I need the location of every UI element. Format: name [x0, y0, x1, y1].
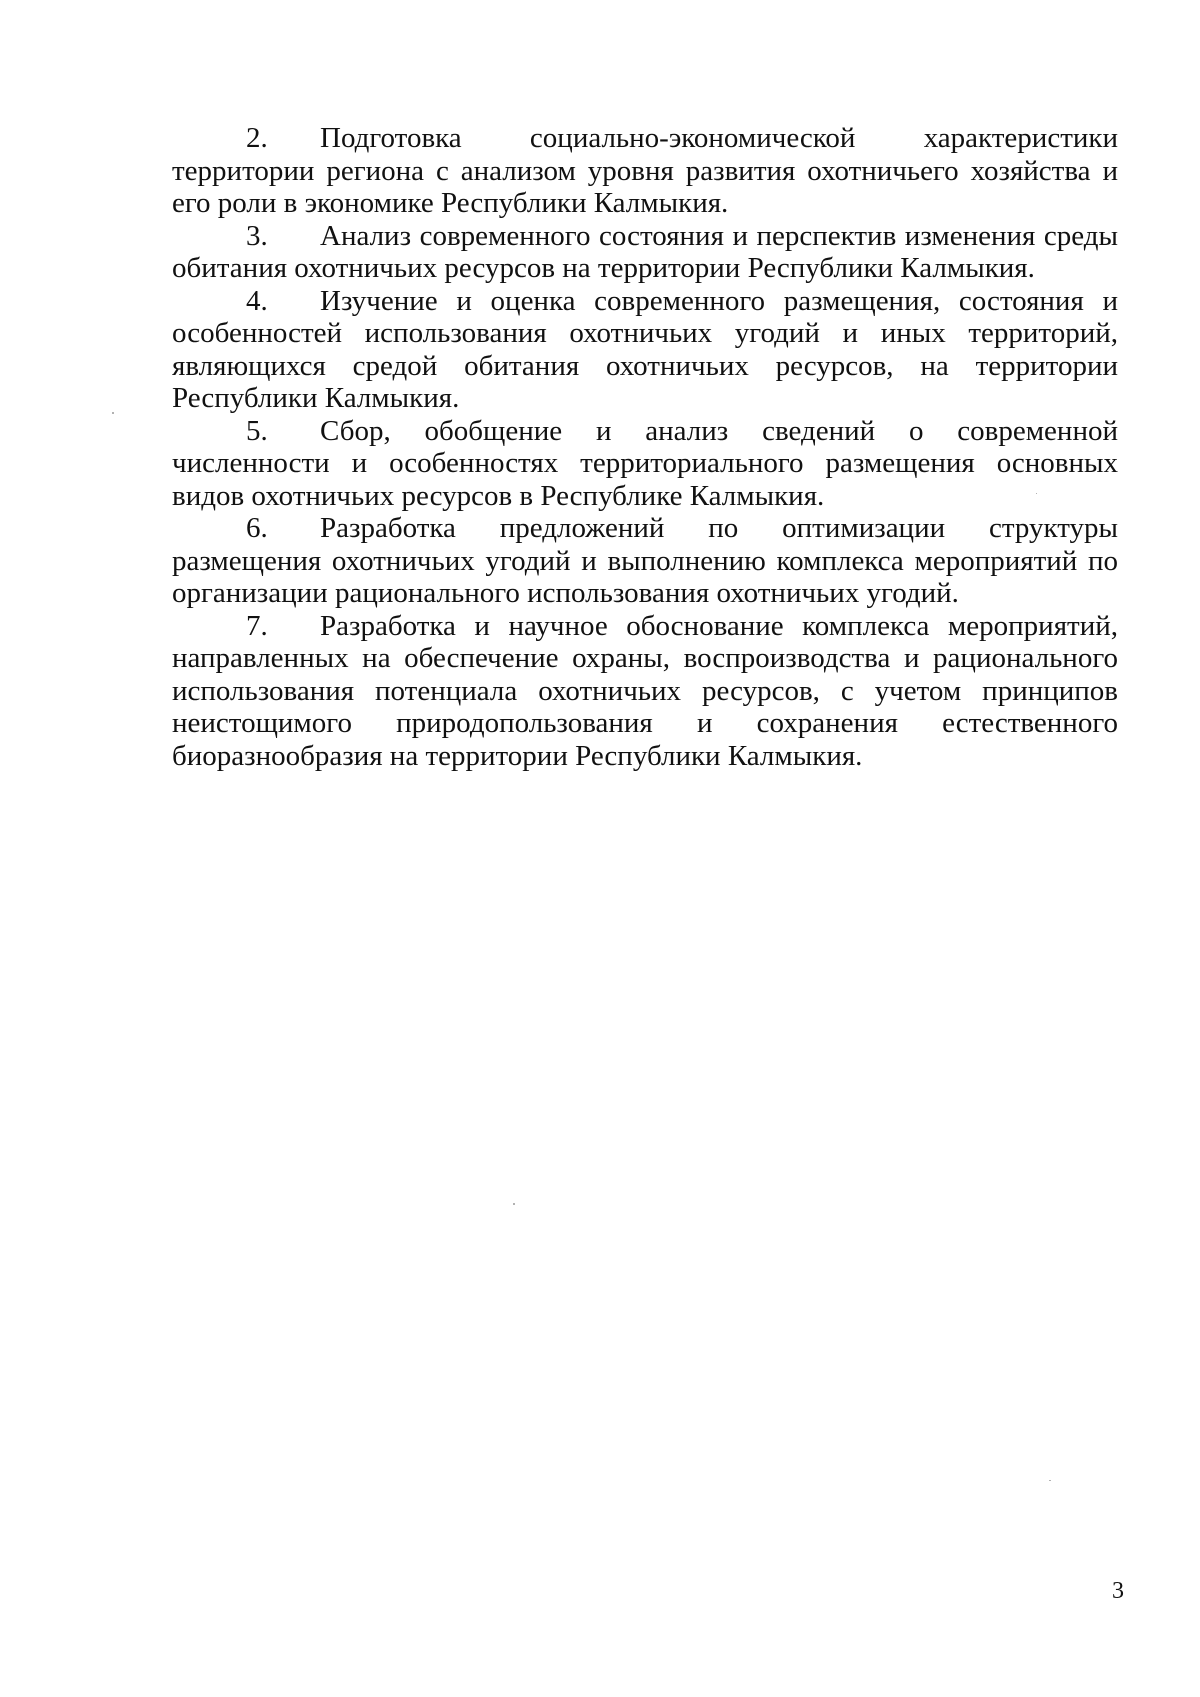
scan-speck — [1036, 493, 1037, 494]
list-item-text: Сбор, обобщение и анализ сведений о современной численности и особенностях территориального размещения основных видов охотничьих ресурсов в Республике Калмыкия. — [172, 414, 1118, 512]
list-item — [172, 285, 1118, 415]
list-item-text: Подготовка социально-экономической характеристики территории региона с анализом уровня развития охотничьего хозяйства и его роли в экономике Республики Калмыкия. — [172, 122, 1118, 219]
list-item — [172, 512, 1118, 610]
list-item-text: Разработка предложений по оптимизации структуры размещения охотничьих угодий и выполнению комплекса мероприятий по организации рационального использования охотничьих угодий. — [172, 512, 1118, 609]
list-item — [172, 415, 1118, 513]
list-item — [172, 610, 1118, 773]
list-item — [172, 122, 1118, 220]
list-item-text: Анализ современного состояния и перспектив изменения среды обитания охотничьих ресурсов на территории Республики Калмыкия. — [172, 219, 1118, 284]
list-item-number: 4. — [246, 284, 268, 317]
scan-speck — [1049, 1480, 1051, 1481]
page-number: 3 — [1112, 1578, 1124, 1604]
list-item-text: Изучение и оценка современного размещения, состояния и особенностей использования охотничьих угодий и иных территорий, являющихся средой обитания охотничьих ресурсов, на территории Республики Калмыкия. — [172, 284, 1118, 414]
list-item-number: 2. — [246, 122, 268, 154]
list-item-number: 3. — [246, 219, 268, 252]
scan-speck — [112, 412, 114, 414]
list-item-number: 6. — [246, 512, 268, 544]
scan-speck — [513, 1203, 515, 1205]
numbered-list — [172, 122, 1118, 772]
list-item-number: 5. — [246, 414, 268, 447]
list-item — [172, 220, 1118, 285]
list-item-text: Разработка и научное обоснование комплекса мероприятий, направленных на обеспечение охраны, воспроизводства и рационального использования потенциала охотничьих ресурсов, с учетом принципов неистощимого природопользования и сохранения естественного биоразнообразия на территории Республики Калмыкия. — [172, 609, 1118, 772]
list-item-number: 7. — [246, 609, 268, 642]
